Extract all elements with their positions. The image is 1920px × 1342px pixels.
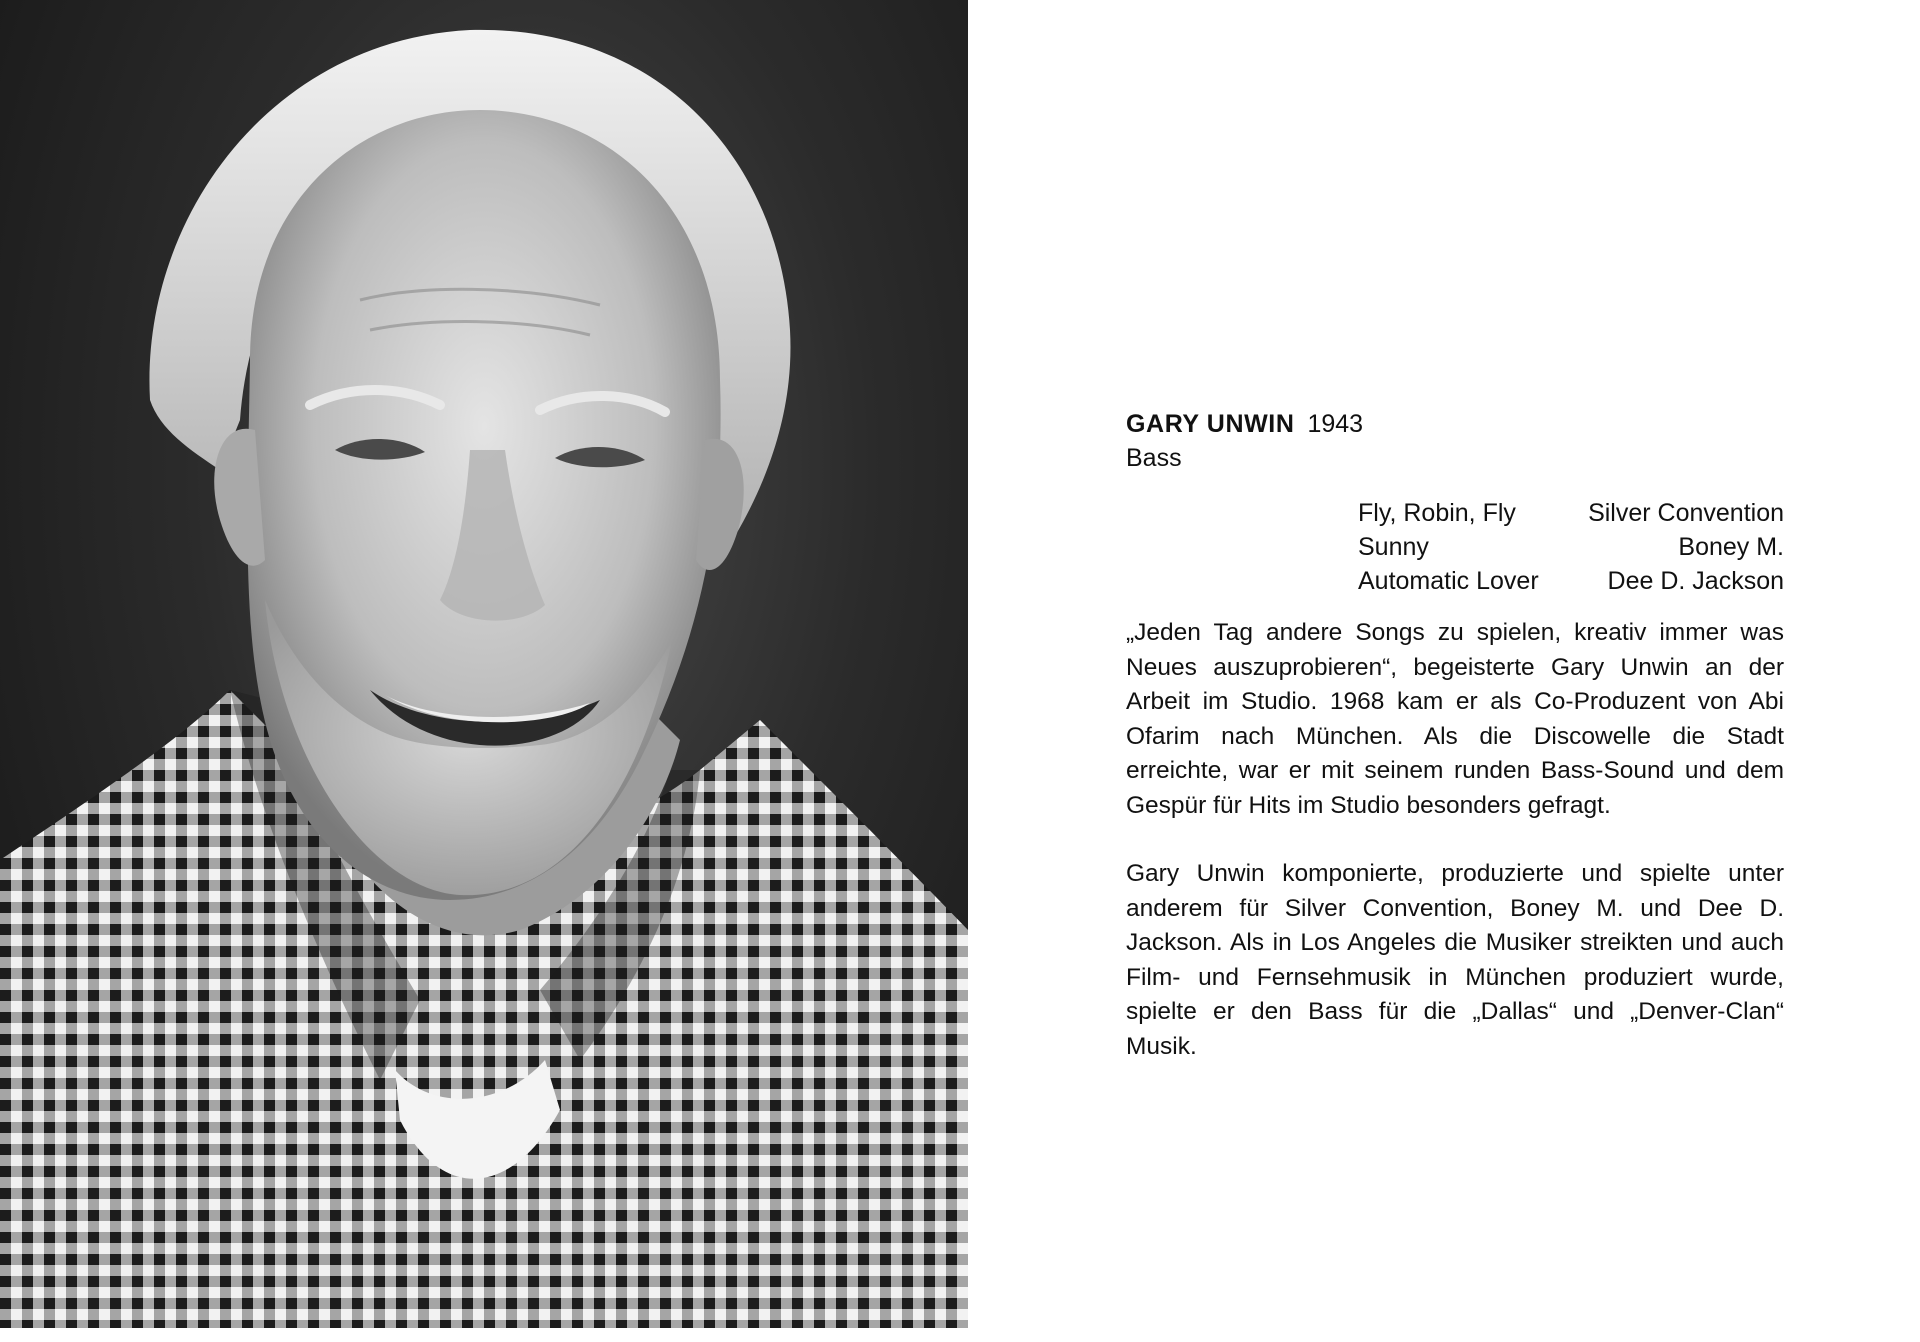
person-name: GARY UNWIN — [1126, 410, 1295, 438]
song-title: Automatic Lover — [1358, 567, 1539, 595]
song-row — [1358, 564, 1784, 598]
song-row — [1358, 530, 1784, 564]
song-artist: Dee D. Jackson — [1607, 567, 1784, 595]
song-artist: Boney M. — [1678, 533, 1784, 561]
biography — [1126, 407, 1784, 1064]
song-list — [1358, 496, 1784, 598]
song-title: Fly, Robin, Fly — [1358, 499, 1516, 527]
bio-paragraph-2: Gary Unwin komponierte, produzierte und spielte unter anderem für Silver Convention, Boney M. und Dee D. Jackson. Als in Los Angeles die Musiker streikten und auch Film- und Fernsehmusik in München produziert wurde, spielte er den Bass für die „Dallas“ und „Denver-Clan“ Musik. — [1126, 860, 1784, 1060]
person-birth-year: 1943 — [1307, 410, 1364, 438]
song-artist: Silver Convention — [1588, 499, 1784, 527]
person-role: Bass — [1126, 444, 1182, 472]
portrait-photo — [0, 0, 968, 1328]
person-heading — [1126, 407, 1784, 441]
song-title: Sunny — [1358, 533, 1429, 561]
bio-paragraph-1: „Jeden Tag andere Songs zu spielen, kreativ immer was Neues auszuprobieren“, begeisterte Gary Unwin an der Arbeit im Studio. 1968 kam er als Co-Produzent von Abi Ofarim nach München. Als die Discowelle die Stadt erreichte, war er mit seinem runden Bass-Sound und dem Gespür für Hits im Studio besonders gefragt. — [1126, 619, 1784, 819]
portrait-illustration — [0, 0, 968, 1328]
song-row — [1358, 496, 1784, 530]
